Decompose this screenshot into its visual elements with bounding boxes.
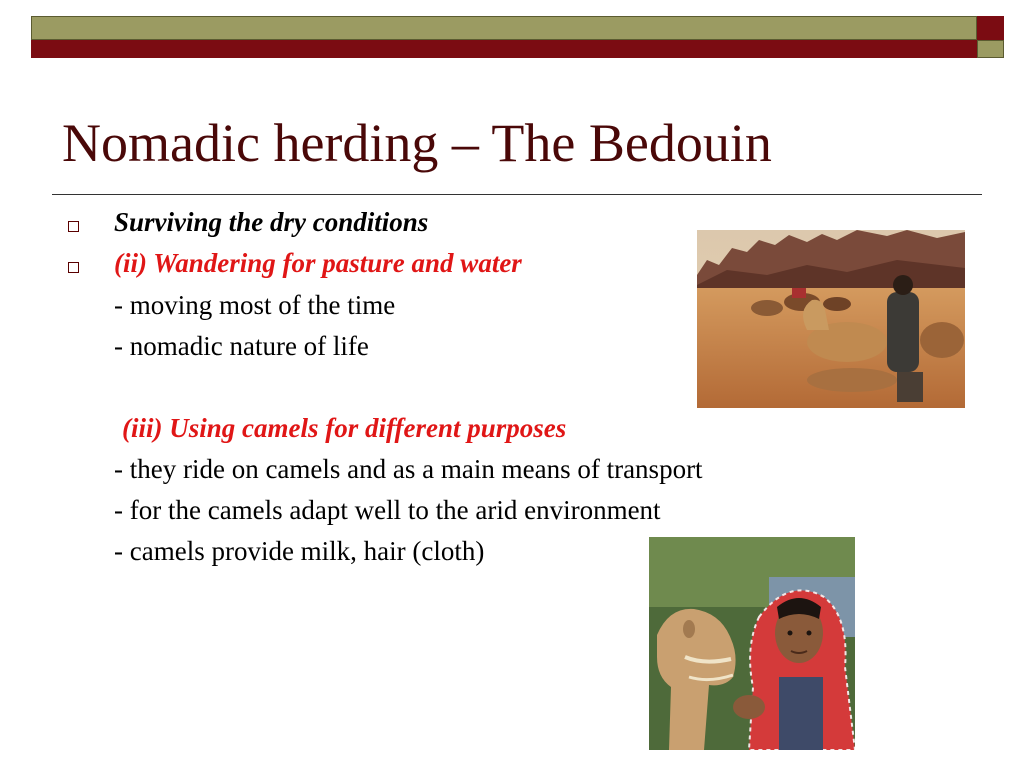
banner-olive-bar [31,16,977,40]
desert-camels-photo [697,230,965,408]
text-nomadic-nature: - nomadic nature of life [114,331,369,361]
banner-corner-olive [977,40,1004,58]
title-divider [52,194,982,195]
bullet-square-icon [68,221,79,232]
banner-maroon-bar [31,40,977,58]
bedouin-boy-with-camel-photo [649,537,855,750]
banner-corner-maroon [977,16,1004,40]
text-camels-provide: - camels provide milk, hair (cloth) [114,536,485,566]
text-moving: - moving most of the time [114,290,396,320]
bullet-surviving: Surviving the dry conditions [114,207,429,237]
heading-using-camels: (iii) Using camels for different purposes [122,413,567,443]
bullet-square-icon [68,262,79,273]
text-ride-camels: - they ride on camels and as a main means of transport [114,454,703,484]
slide-title: Nomadic herding – The Bedouin [62,113,772,173]
text-camels-adapt: - for the camels adapt well to the arid environment [114,495,661,525]
bullet-wandering: (ii) Wandering for pasture and water [114,248,522,278]
